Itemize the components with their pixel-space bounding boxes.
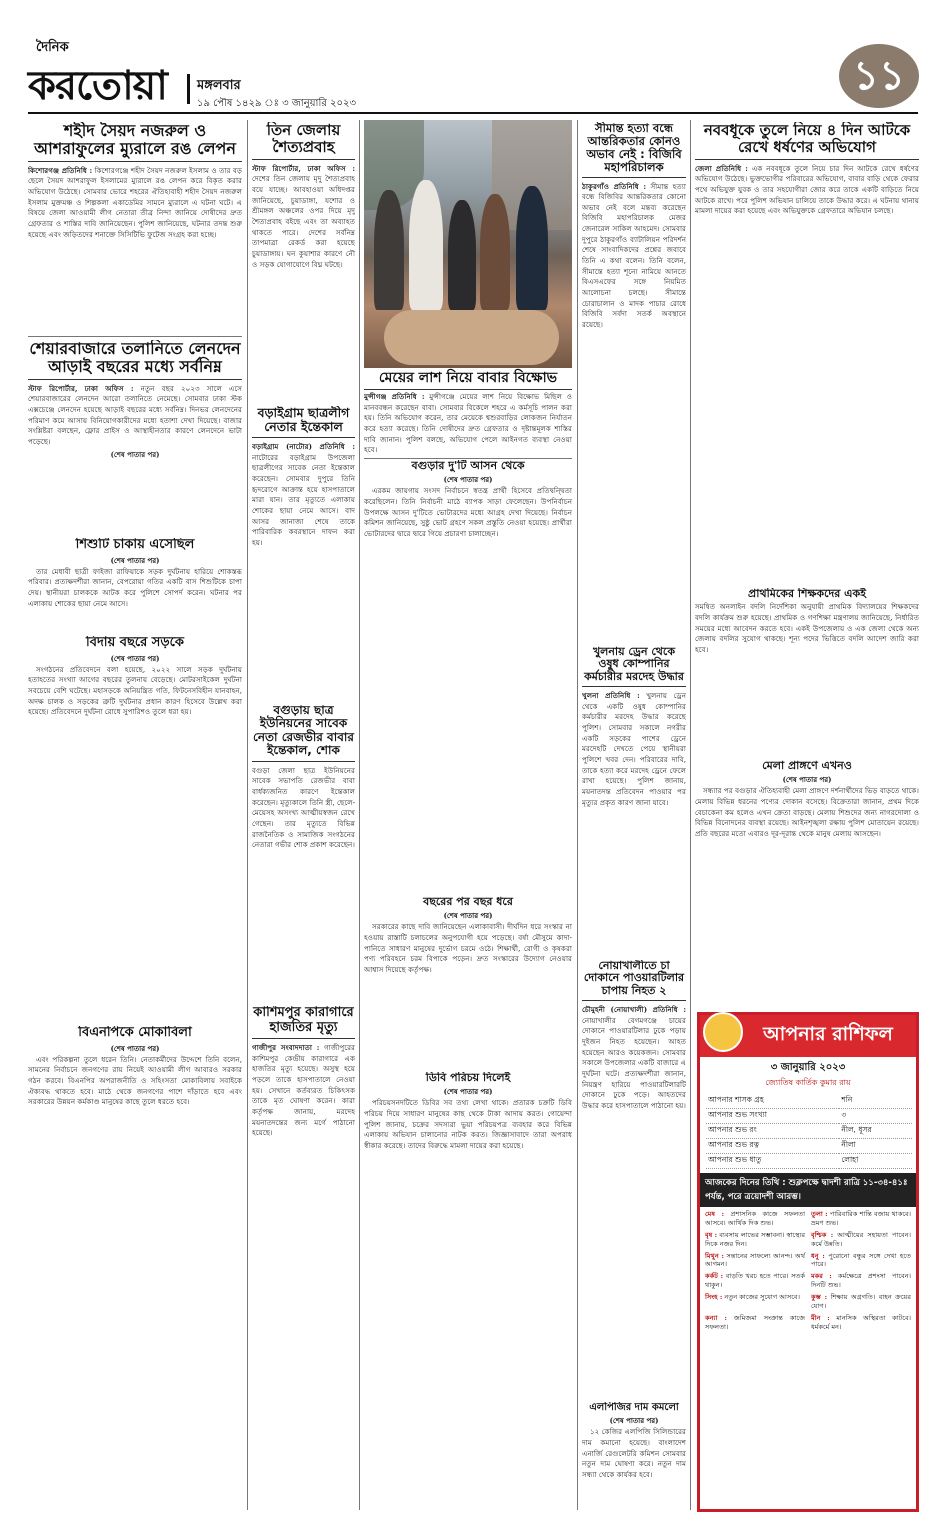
headline: ডিবি পরিচয় দিলেই bbox=[425, 1072, 511, 1084]
photo-person bbox=[448, 200, 476, 310]
continued-label: (শেষ পাতার পর) bbox=[443, 1087, 493, 1097]
article-body bbox=[28, 384, 242, 460]
headline: খুলনায় ড্রেন থেকে ওষুধ কোম্পানির কর্মচারীর মরদেহ উদ্ধার bbox=[582, 646, 686, 687]
column-rule bbox=[247, 120, 248, 1510]
article-divider bbox=[364, 458, 572, 459]
body-text: সীমান্ত হত্যা বন্ধে বিজিবির আন্তরিকতার কোনো অভাব নেই বলে মন্তব্য করেছেন বিজিবি মহাপরিচালক মেজর জেনারেল সাকিল আহমেদ। সোমবার দুপুরে ঠাকুরগাঁও ব্যাটালিয়ন পরিদর্শন শেষে সাংবাদিকদের প্রশ্নের জবাবে তিনি এ কথা বলেন। তিনি বলেন, সীমান্তে হত্যা শূন্যে নামিয়ে আনতে বিএসএফের সঙ্গে নিয়মিত আলোচনা চলছে। সীমান্তে চোরাচালান ও মাদক পাচার রোধে বিজিবি সর্বদা সতর্ক অবস্থানে রয়েছে। bbox=[582, 181, 686, 330]
article-body bbox=[28, 665, 242, 718]
article-body bbox=[252, 442, 355, 549]
headline: শেয়ারবাজারে তলানিতে লেনদেন আড়াই বছরের মধ্যে সর্বনিম্ন bbox=[28, 340, 242, 380]
byline: চৌমুহনী (নোয়াখালী) প্রতিনিধি : bbox=[582, 1004, 686, 1014]
article-body bbox=[28, 567, 242, 610]
byline: গাজীপুর সংবাদদাতা : bbox=[252, 1043, 320, 1053]
article-body bbox=[582, 1005, 686, 1112]
zodiac-item: কুম্ভ : শিক্ষায় অগ্রগতি। বাহন ক্রয়ের যোগ। bbox=[811, 1293, 911, 1311]
article-noakhali bbox=[582, 960, 686, 1400]
table-row: আপনার শুভ ধাতু লোহা bbox=[706, 1154, 912, 1169]
zodiac-item: কন্যা : জমিজমা সংক্রান্ত কাজে সফলতা। bbox=[705, 1313, 805, 1331]
photo-person bbox=[480, 194, 510, 310]
body-text: গাজীপুরের কাশিমপুর কেন্দ্রীয় কারাগারে এক হাজতির মৃত্যু হয়েছে। অসুস্থ হয়ে পড়লে তাকে হাসপাতালে নেওয়া হয়। সেখানে কর্তব্যরত চিকিৎসক তাকে মৃত ঘোষণা করেন। কারা কর্তৃপক্ষ জানায়, মরদেহ ময়নাতদন্তের জন্য মর্গে পাঠানো হয়েছে। bbox=[252, 1043, 355, 1138]
article-cold bbox=[252, 122, 355, 404]
article-protest-body bbox=[364, 392, 572, 456]
article-bgb bbox=[582, 122, 686, 644]
byline: ঠাকুরগাঁও প্রতিনিধি : bbox=[582, 181, 647, 191]
article-body bbox=[28, 1055, 242, 1108]
zodiac-item: বৃশ্চিক : আত্মীয়ের সহায়তা পাবেন। কর্মে উন্নতি। bbox=[811, 1230, 911, 1248]
article-body bbox=[582, 691, 686, 808]
article-body bbox=[695, 786, 919, 839]
article-mela bbox=[695, 760, 919, 1008]
article-shishu bbox=[28, 538, 242, 634]
body-text: নোয়াখালীর বেগমগঞ্জে চায়ের দোকানে পাওয়ারটিলার ঢুকে পড়ায় দুইজন নিহত হয়েছেন। আহত হয়েছেন আরও কয়েকজন। সোমবার সকালে উপজেলার একটি বাজারে এ দুর্ঘটনা ঘটে। প্রত্যক্ষদর্শীরা জানান, নিয়ন্ত্রণ হারিয়ে পাওয়ারটিলারটি দোকানে ঢুকে পড়ে। আহতদের উদ্ধার করে হাসপাতালে পাঠানো হয়। bbox=[582, 1015, 686, 1110]
headline: বগুড়ার দু'টি আসন থেকে bbox=[411, 460, 525, 472]
article-body bbox=[252, 164, 355, 271]
zodiac-item: মিথুন : সন্তানের সাফল্যে আনন্দ। অর্থ আগমন। bbox=[705, 1251, 805, 1269]
horoscope-box bbox=[697, 1012, 919, 1512]
continued-label: (শেষ পাতার পর) bbox=[443, 911, 493, 921]
headline: কাশিমপুর কারাগারে হাজতির মৃত্যু bbox=[252, 1006, 355, 1039]
body-text: সন্ধ্যার পর বগুড়ার ঐতিহ্যবাহী মেলা প্রাঙ্গণে দর্শনার্থীদের ভিড় বাড়তে থাকে। মেলায় বিভিন্ন ধরনের পণ্যের দোকান বসেছে। বিক্রেতারা জানান, প্রথম দিকে বেচাকেনা কম হলেও এখন ক্রেতা বাড়ছে। মেলায় শিশুদের জন্য নাগরদোলা ও বিভিন্ন বিনোদনের ব্যবস্থা রয়েছে। আইনশৃঙ্খলা রক্ষায় পুলিশ মোতায়েন রয়েছে। প্রতি বছরের মতো এবারও দূর-দূরান্ত থেকে মানুষ মেলায় আসছেন। bbox=[695, 786, 919, 838]
byline: মুন্সীগঞ্জ প্রতিনিধি : bbox=[364, 392, 425, 401]
article-rape bbox=[695, 122, 919, 586]
zodiac-item: তুলা : পারিবারিক শান্তি বজায় থাকবে। ভ্রমণ শুভ। bbox=[811, 1210, 911, 1227]
column-rule bbox=[359, 120, 360, 1510]
zodiac-item: বৃষ : ব্যবসায় লাভের সম্ভাবনা। স্বাস্থ্যের দিকে নজর দিন। bbox=[705, 1230, 805, 1248]
body-text: নাটোরের বড়াইগ্রাম উপজেলা ছাত্রলীগের সাবেক নেতা ইন্তেকাল করেছেন। সোমবার দুপুরে তিনি হৃদরোগে আক্রান্ত হয়ে হাসপাতালে মারা যান। তার মৃত্যুতে এলাকায় শোকের ছায়া নেমে আসে। বাদ আসর জানাজা শেষে তাকে পারিবারিক কবরস্থানে দাফন করা হয়। bbox=[252, 452, 355, 547]
zodiac-item: সিংহ : নতুন কাজের সুযোগ আসবে। bbox=[705, 1293, 800, 1302]
headline: এলপিজির দাম কমলো bbox=[589, 1402, 679, 1413]
zodiac-item: কর্কট : বাড়তি খরচ হতে পারে। সতর্ক থাকুন। bbox=[705, 1272, 805, 1290]
article-body bbox=[252, 766, 355, 851]
headline: শিশুটি চাকায় এসেছিল bbox=[75, 538, 195, 552]
horoscope-table bbox=[706, 1094, 912, 1169]
body-text: বগুড়া জেলা ছাত্র ইউনিয়নের সাবেক সভাপতি রেজভীর বাবা বার্ধক্যজনিত কারণে ইন্তেকাল করেছেন। মৃত্যুকালে তিনি স্ত্রী, ছেলে-মেয়েসহ অসংখ্য আত্মীয়স্বজন রেখে গেছেন। তার মৃত্যুতে বিভিন্ন রাজনৈতিক ও সামাজিক সংগঠনের নেতারা গভীর শোক প্রকাশ করেছেন। bbox=[252, 765, 355, 850]
headline: প্রাথমিকের শিক্ষকদের একই bbox=[748, 588, 866, 600]
logo-tagline: দৈনিক bbox=[36, 40, 69, 55]
body-text: দেশের তিন জেলায় মৃদু শৈত্যপ্রবাহ বয়ে যাচ্ছে। আবহাওয়া অধিদপ্তর জানিয়েছে, চুয়াডাঙ্গা, যশোর ও শ্রীমঙ্গল অঞ্চলের ওপর দিয়ে মৃদু শৈত্যপ্রবাহ বইছে এবং তা অব্যাহত থাকতে পারে। দেশের সর্বনিম্ন তাপমাত্রা রেকর্ড করা হয়েছে চুয়াডাঙ্গায়। ঘন কুয়াশার কারণে নৌ ও সড়ক যোগাযোগে বিঘ্ন ঘটছে। bbox=[252, 174, 355, 269]
body-text: মুন্সীগঞ্জে মেয়ের লাশ নিয়ে বিক্ষোভ মিছিল ও মানববন্ধন করেছেন বাবা। সোমবার বিকেলে শহরে এ কর্মসূচি পালন করা হয়। তিনি অভিযোগ করেন, তার মেয়েকে শ্বশুরবাড়ির লোকজন নির্যাতন করে হত্যা করেছে। তিনি দোষীদের দ্রুত গ্রেফতার ও দৃষ্টান্তমূলক শাস্তির দাবি জানান। পুলিশ বলছে, অভিযোগ পেলে আইনগত ব্যবস্থা নেওয়া হবে। bbox=[364, 392, 572, 455]
article-body bbox=[364, 922, 572, 975]
continued-label: (শেষ পাতার পর) bbox=[782, 775, 832, 785]
article-protest bbox=[364, 368, 572, 390]
masthead-divider bbox=[187, 74, 190, 104]
article-lpg bbox=[582, 1402, 686, 1510]
continued-label: (শেষ পাতার পর) bbox=[443, 475, 493, 485]
article-body bbox=[252, 1043, 355, 1139]
article-dibi bbox=[364, 1072, 572, 1510]
article-mural bbox=[28, 122, 242, 334]
byline: স্টাফ রিপোর্টার, ঢাকা অফিস : bbox=[28, 383, 134, 393]
photo-person bbox=[374, 190, 404, 310]
body-text: ১২ কেজির এলপিজি সিলিন্ডারের দাম কমানো হয়েছে। বাংলাদেশ এনার্জি রেগুলেটরি কমিশন সোমবার নতুন দাম ঘোষণা করে। নতুন দাম সন্ধ্যা থেকে কার্যকর হবে। bbox=[582, 1427, 686, 1479]
headline: নববধূকে তুলে নিয়ে ৪ দিন আটকে রেখে ধর্ষণের অভিযোগ bbox=[695, 122, 919, 160]
article-divider bbox=[28, 336, 242, 337]
table-row: আপনার শুভ রং নীল, ধূসর bbox=[706, 1124, 912, 1139]
headline: বড়াইগ্রাম ছাত্রলীগ নেতার ইন্তেকাল bbox=[252, 406, 355, 438]
headline: বিদায় বছরে সড়কে bbox=[86, 636, 184, 650]
byline: খুলনা প্রতিনিধি : bbox=[582, 690, 640, 700]
column-rule bbox=[690, 120, 691, 1510]
body-text: এক নববধূকে তুলে নিয়ে চার দিন আটকে রেখে ধর্ষণের অভিযোগ উঠেছে। ভুক্তভোগীর পরিবারের অভিযোগ, বাবার বাড়ি থেকে ফেরার পথে অভিযুক্ত যুবক ও তার সহযোগীরা জোর করে তাকে একটি বাড়িতে নিয়ে আটকে রাখে। পরে পুলিশ অভিযান চালিয়ে তাকে উদ্ধার করে। এ ঘটনায় থানায় মামলা দায়ের করা হয়েছে এবং অভিযুক্তকে গ্রেফতারে অভিযান চলছে। bbox=[695, 163, 919, 216]
headline: সীমান্ত হত্যা বন্ধে আন্তরিকতার কোনও অভাব নেই : বিজিবি মহাপরিচালক bbox=[582, 122, 686, 178]
body-text: নতুন বছর ২০২৩ সালে এসে শেয়ারবাজারের লেনদেন আরো তলানিতে নেমেছে। সোমবার ঢাকা স্টক এক্সচেঞ্জে লেনদেন হয়েছে আড়াই বছরের মধ্যে সর্বনিম্ন। দিনভর লেনদেনের পরিমাণ কমে আসায় বিনিয়োগকারীদের মধ্যে হতাশা দেখা দিয়েছে। বাজার সংশ্লিষ্টরা বলছেন, ফ্লোর প্রাইস ও আস্থাহীনতার কারণে লেনদেনে ভাটা পড়েছে। bbox=[28, 383, 242, 447]
continued-label: (শেষ পাতার পর) bbox=[609, 1416, 659, 1426]
body-text: সমন্বিত অনলাইন বদলি নির্দেশিকা অনুযায়ী প্রাথমিক বিদ্যালয়ের শিক্ষকদের বদলি কার্যক্রম শুরু হয়েছে। প্রাথমিক ও গণশিক্ষা মন্ত্রণালয় জানিয়েছে, নির্ধারিত সময়ের মধ্যে আবেদন করতে হবে। একই উপজেলায় ও এক জেলা থেকে অন্য জেলায় বদলির সুযোগ থাকছে। শূন্য পদের ভিত্তিতে বদলি আদেশ জারি করা হবে। bbox=[695, 602, 919, 654]
headline: শহীদ সৈয়দ নজরুল ও আশরাফুলের ম্যুরালে রঙ লেপন bbox=[28, 122, 242, 162]
body-text: এরকম জায়গায় সংসদ নির্বাচনে স্বতন্ত্র প্রার্থী হিসেবে প্রতিদ্বন্দ্বিতা করেছিলেন। তিনি নির্বাচনী মাঠে ব্যাপক সাড়া ফেলেছেন। উপনির্বাচন উপলক্ষে আসন দু'টিতে ভোটারদের মধ্যে আগ্রহ দেখা দিয়েছে। নির্বাচন কমিশন জানিয়েছে, সুষ্ঠু ভোট গ্রহণে সকল প্রস্তুতি নেওয়া হয়েছে। প্রার্থীরা ভোটারদের দ্বারে দ্বারে গিয়ে প্রচারণা চালাচ্ছেন। bbox=[364, 486, 572, 538]
issue-date: ১৯ পৌষ ১৪২৯ ঃ ৩ জানুয়ারি ২০২৩ bbox=[197, 98, 357, 109]
horoscope-author: জ্যোতিষ কার্তিক কুমার রায় bbox=[765, 1078, 851, 1087]
table-row: আপনার শুভ রত্ন নীলা bbox=[706, 1139, 912, 1154]
zodiac-item: ধনু : পুরোনো বন্ধুর সঙ্গে দেখা হতে পারে। bbox=[811, 1251, 911, 1269]
byline: জেলা প্রতিনিধি : bbox=[695, 163, 748, 173]
continued-label: (শেষ পাতার পর) bbox=[110, 653, 160, 663]
article-body bbox=[364, 392, 572, 456]
headline: বছরের পর বছর ধরে bbox=[423, 896, 513, 908]
masthead bbox=[0, 0, 945, 118]
article-bnp bbox=[28, 1026, 242, 1510]
article-body bbox=[695, 602, 919, 655]
photo-shroud bbox=[384, 310, 559, 365]
headline: বিএনপিকে মোকাবিলা bbox=[78, 1026, 192, 1040]
article-bochor bbox=[364, 896, 572, 1070]
continued-label: (শেষ পাতার পর) bbox=[110, 1043, 160, 1053]
headline: নোয়াখালীতে চা দোকানে পাওয়ারটিলার চাপায় নিহত ২ bbox=[582, 960, 686, 1001]
newspaper-logo: করতোয়া bbox=[28, 63, 167, 109]
article-share bbox=[28, 340, 242, 538]
photo-person bbox=[409, 180, 443, 310]
byline: স্টাফ রিপোর্টার, ঢাকা অফিস : bbox=[252, 163, 355, 173]
headline: তিন জেলায় শৈত্যপ্রবাহ bbox=[252, 122, 355, 160]
headline: মেয়ের লাশ নিয়ে বাবার বিক্ষোভ bbox=[364, 368, 572, 390]
article-khulna bbox=[582, 646, 686, 958]
zodiac-item: মেষ : প্রশাসনিক কাজে সফলতা আসবে। আর্থিক দিক শুভ। bbox=[705, 1210, 805, 1227]
tithi-bar: আজকের দিনের তিথি : শুক্লপক্ষে দ্বাদশী রাত্রি ১১-৩৪-৪১ঃ পর্যন্ত, পরে ত্রয়োদশী আরম্ভ। bbox=[700, 1173, 916, 1207]
body-text: তার মেধাবী ছাত্রী ফাইজা রাফিয়াকে সড়ক দুর্ঘটনায় হারিয়ে শোকস্তব্ধ পরিবার। প্রত্যক্ষদর্শীরা জানান, বেপরোয়া গতির একটি বাস শিশুটিকে চাপা দেয়। স্থানীয়রা চালককে আটক করে পুলিশে সোপর্দ করেন। ঘটনার পর এলাকায় শোকের ছায়া নেমে আসে। bbox=[28, 566, 242, 608]
article-bidai bbox=[28, 636, 242, 1024]
body-text: এবং পরিকল্পনা তুলে ধরেন তিনি। নেতাকর্মীদের উদ্দেশে তিনি বলেন, সামনের নির্বাচনে জনগণের রায় নিয়েই আওয়ামী লীগ আবারও সরকার গঠন করবে। বিএনপির অপরাজনীতি ও সহিংসতা মোকাবিলায় সবাইকে ঐক্যবদ্ধ থাকতে হবে। মাঠে থেকে জনগণের পাশে দাঁড়াতে হবে এবং সরকারের উন্নয়ন কর্মকাণ্ড মানুষের কাছে তুলে ধরতে হবে। bbox=[28, 1054, 242, 1107]
article-kashimpur bbox=[252, 1006, 355, 1510]
table-row: আপনার শাসক গ্রহ শনি bbox=[706, 1094, 912, 1109]
table-row: আপনার শুভ সংখ্যা ৩ bbox=[706, 1109, 912, 1124]
news-photo bbox=[364, 120, 572, 368]
article-teachers bbox=[695, 588, 919, 758]
body-text: সংগঠনের প্রতিবেদনে বলা হয়েছে, ২০২২ সালে সড়ক দুর্ঘটনায় হতাহতের সংখ্যা আগের বছরের তুলনায় বেড়েছে। মোটরসাইকেল দুর্ঘটনা সবচেয়ে বেশি ঘটেছে। মহাসড়কে অনিয়ন্ত্রিত গতি, ফিটনেসবিহীন যানবাহন, অদক্ষ চালক ও সড়কের ত্রুটি দুর্ঘটনার প্রধান কারণ হিসেবে উল্লেখ করা হয়েছে। প্রতিবেদনে দুর্ঘটনা রোধে সুপারিশও তুলে ধরা হয়। bbox=[28, 664, 242, 717]
article-body bbox=[582, 1427, 686, 1480]
masthead-rule bbox=[28, 112, 918, 114]
continued-label: (শেষ পাতার পর) bbox=[110, 449, 160, 459]
zodiac-grid bbox=[700, 1210, 916, 1332]
column-rule bbox=[577, 120, 578, 1510]
headline: বগুড়ায় ছাত্র ইউনিয়নের সাবেক নেতা রেজভীর বাবার ইন্তেকাল, শোক bbox=[252, 704, 355, 762]
photo-person bbox=[516, 186, 548, 310]
zodiac-item: মকর : কর্মক্ষেত্রে প্রশংসা পাবেন। দিনটি শুভ। bbox=[811, 1272, 911, 1290]
continued-label: (শেষ পাতার পর) bbox=[110, 555, 160, 565]
article-body bbox=[582, 182, 686, 331]
issue-day: মঙ্গলবার bbox=[197, 78, 241, 93]
horoscope-title: আপনার রাশিফল bbox=[700, 1015, 916, 1057]
headline: মেলা প্রাঙ্গণে এখনও bbox=[762, 760, 852, 772]
article-body bbox=[28, 166, 242, 241]
article-body bbox=[364, 1098, 572, 1151]
body-text: পরিচয়সনদটিতে ডিবির সব তথ্য লেখা থাকে। প্রতারক চক্রটি ডিবি পরিচয় দিয়ে সাধারণ মানুষের কাছ থেকে টাকা আদায় করত। গোয়েন্দা পুলিশ জানায়, চক্রের সদস্যরা ভুয়া পরিচয়পত্র ব্যবহার করে বিভিন্ন এলাকায় অভিযান চালানোর নাটক করত। জিজ্ঞাসাবাদে তারা অপরাধ স্বীকার করেছে। তাদের বিরুদ্ধে মামলা দায়ের করা হয়েছে। bbox=[364, 1098, 572, 1150]
article-body bbox=[695, 164, 919, 217]
zodiac-item: মীন : মানসিক অস্থিরতা কাটবে। ধর্মকর্মে মন। bbox=[811, 1313, 911, 1331]
byline: কিশোরগঞ্জ প্রতিনিধি : bbox=[28, 165, 93, 175]
article-chhatraleague bbox=[252, 406, 355, 702]
body-text: কিশোরগঞ্জে শহীদ সৈয়দ নজরুল ইসলাম ও তার বড় ছেলে সৈয়দ আশরাফুল ইসলামের ম্যুরালে রঙ লেপন করে বিকৃত করার অভিযোগ উঠেছে। সোমবার ভোরে শহরের ঐতিহ্যবাহী শহীদ সৈয়দ নজরুল ইসলাম মুক্তমঞ্চ ও শিল্পকলা একাডেমির সামনে ম্যুরালে এ ঘটনা ঘটে। এ বিষয়ে জেলা আওয়ামী লীগ নেতারা তীব্র নিন্দা জানিয়ে দোষীদের দ্রুত গ্রেফতার ও শাস্তির দাবি জানিয়েছেন। পুলিশ জানিয়েছে, ঘটনার তদন্ত শুরু হয়েছে এবং জড়িতদের শনাক্তে সিসিটিভি ফুটেজ সংগ্রহ করা হচ্ছে। bbox=[28, 165, 242, 239]
body-text: সরকারের কাছে দাবি জানিয়েছেন এলাকাবাসী। দীর্ঘদিন ধরে সংস্কার না হওয়ায় রাস্তাটি চলাচলের অনুপযোগী হয়ে পড়েছে। বর্ষা মৌসুমে কাদা-পানিতে সাধারণ মানুষের দুর্ভোগ চরমে ওঠে। শিক্ষার্থী, রোগী ও কৃষকরা পণ্য পরিবহনে চরম বিপাকে পড়েন। দ্রুত সংস্কারের উদ্যোগ নেওয়ার আশ্বাস দিয়েছে কর্তৃপক্ষ। bbox=[364, 922, 572, 974]
page-number-badge: ১১ bbox=[839, 44, 919, 108]
byline: বড়াইগ্রাম (নাটোর) প্রতিনিধি : bbox=[252, 442, 355, 451]
article-bogura-seats bbox=[364, 460, 572, 896]
horoscope-date: ৩ জানুয়ারি ২০২৩ bbox=[770, 1062, 846, 1073]
body-text: খুলনায় ড্রেন থেকে একটি ওষুধ কোম্পানির কর্মচারীর মরদেহ উদ্ধার করেছে পুলিশ। সোমবার সকালে নগরীর একটি সড়কের পাশের ড্রেনে মরদেহটি দেখতে পেয়ে স্থানীয়রা পুলিশে খবর দেন। পরিবারের দাবি, তাকে হত্যা করে মরদেহ ড্রেনে ফেলে রাখা হয়েছে। পুলিশ জানায়, ময়নাতদন্ত প্রতিবেদন পাওয়ার পর মৃত্যুর প্রকৃত কারণ জানা যাবে। bbox=[582, 690, 686, 807]
article-bogura-youth bbox=[252, 704, 355, 1004]
zodiac-wheel-icon bbox=[703, 1012, 743, 1052]
article-body bbox=[364, 486, 572, 539]
